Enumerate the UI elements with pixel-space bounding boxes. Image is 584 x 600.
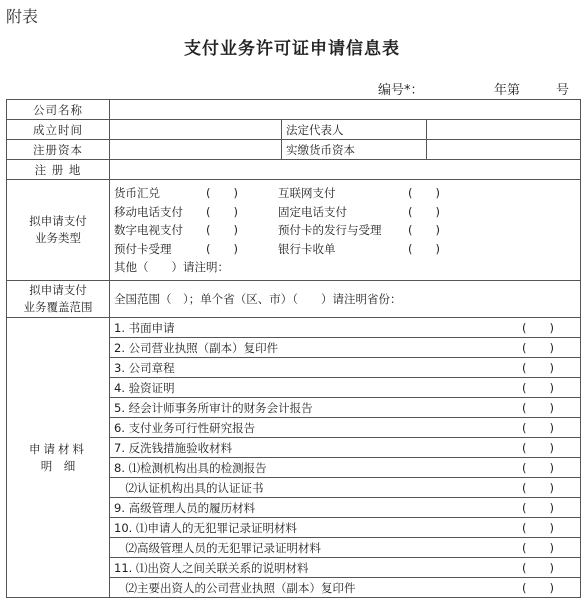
- business-option-row: [114, 202, 576, 221]
- business-option-row: [114, 221, 576, 240]
- legal-rep-field[interactable]: [427, 120, 581, 140]
- material-checkbox[interactable]: ( ): [522, 420, 554, 435]
- attachment-label: 附表: [6, 7, 39, 26]
- coverage-field[interactable]: 全国范围（ ）；单个省（区、市）（ ）请注明省份：: [110, 281, 581, 318]
- option-checkbox[interactable]: ( ): [206, 223, 238, 237]
- materials-label: 申请材料 明 细: [7, 318, 110, 598]
- option-bank-card-acquiring: 银行卡收单: [278, 241, 336, 256]
- material-checkbox[interactable]: ( ): [522, 540, 554, 555]
- option-fixed-phone-payment: 固定电话支付: [278, 204, 347, 219]
- row-address: [7, 160, 581, 180]
- material-item: 8. ⑴检测机构出具的检测报告 ( ): [110, 458, 581, 478]
- legal-rep-label: 法定代表人: [282, 120, 427, 140]
- form-title: 支付业务许可证申请信息表: [184, 39, 400, 59]
- option-checkbox[interactable]: ( ): [206, 241, 238, 256]
- option-checkbox[interactable]: ( ): [408, 204, 440, 219]
- material-item: 1. 书面申请 ( ): [110, 318, 581, 338]
- row-coverage: [7, 281, 581, 318]
- material-item: 11. ⑴出资人之间关联关系的说明材料 ( ): [110, 558, 581, 578]
- material-item: 10. ⑴申请人的无犯罪记录证明材料 ( ): [110, 518, 581, 538]
- option-other[interactable]: 其他（ ）请注明：: [114, 260, 229, 274]
- registered-address-label: 注 册 地: [7, 160, 110, 180]
- business-option-row: [114, 184, 576, 203]
- material-item: 9. 高级管理人员的履历材料 ( ): [110, 498, 581, 518]
- option-prepaid-acceptance: 预付卡受理: [114, 241, 172, 256]
- material-item: 6. 支付业务可行性研究报告 ( ): [110, 418, 581, 438]
- material-item: ⑵主要出资人的公司营业执照（副本）复印件 ( ): [110, 578, 581, 598]
- option-checkbox[interactable]: ( ): [408, 186, 440, 200]
- option-internet-payment: 互联网支付: [278, 186, 336, 200]
- business-option-row: [114, 239, 576, 258]
- material-checkbox[interactable]: ( ): [522, 340, 554, 355]
- business-types-options: [110, 180, 581, 281]
- paid-in-capital-label: 实缴货币资本: [282, 140, 427, 160]
- option-mobile-payment: 移动电话支付: [114, 204, 183, 219]
- paid-in-capital-field[interactable]: [427, 140, 581, 160]
- registered-capital-label: 注册资本: [7, 140, 110, 160]
- option-digital-tv-payment: 数字电视支付: [114, 223, 183, 237]
- row-business-types: [7, 180, 581, 281]
- material-item: 5. 经会计师事务所审计的财务会计报告 ( ): [110, 398, 581, 418]
- established-label: 成立时间: [7, 120, 110, 140]
- row-capital: [7, 140, 581, 160]
- material-checkbox[interactable]: ( ): [522, 440, 554, 455]
- option-checkbox[interactable]: ( ): [408, 223, 440, 237]
- material-checkbox[interactable]: ( ): [522, 380, 554, 395]
- company-name-field[interactable]: [110, 100, 581, 120]
- row-company-name: [7, 100, 581, 120]
- material-item: 3. 公司章程 ( ): [110, 358, 581, 378]
- number-suffix: 号: [556, 83, 570, 98]
- number-label: 编号*：: [378, 83, 424, 98]
- established-field[interactable]: [110, 120, 282, 140]
- coverage-label: 拟申请支付 业务覆盖范围: [7, 281, 110, 318]
- material-checkbox[interactable]: ( ): [522, 560, 554, 575]
- material-item: 2. 公司营业执照（副本）复印件 ( ): [110, 338, 581, 358]
- material-item: ⑵认证机构出具的认证证书 ( ): [110, 478, 581, 498]
- business-option-row: [114, 258, 576, 277]
- material-checkbox[interactable]: ( ): [522, 580, 554, 595]
- material-item: 7. 反洗钱措施验收材料 ( ): [110, 438, 581, 458]
- option-remittance: 货币汇兑: [114, 186, 160, 200]
- material-row: [7, 318, 581, 338]
- business-types-label: 拟申请支付 业务类型: [7, 180, 110, 281]
- registered-address-field[interactable]: [110, 160, 581, 180]
- registered-capital-field[interactable]: [110, 140, 282, 160]
- material-checkbox[interactable]: ( ): [522, 500, 554, 515]
- option-checkbox[interactable]: ( ): [206, 204, 238, 219]
- year-label: 年第: [494, 83, 521, 98]
- option-checkbox[interactable]: ( ): [408, 241, 440, 256]
- material-checkbox[interactable]: ( ): [522, 520, 554, 535]
- material-checkbox[interactable]: ( ): [522, 400, 554, 415]
- material-item: ⑵高级管理人员的无犯罪记录证明材料 ( ): [110, 538, 581, 558]
- material-checkbox[interactable]: ( ): [522, 320, 554, 335]
- application-info-table: [6, 99, 581, 598]
- row-established: [7, 120, 581, 140]
- material-checkbox[interactable]: ( ): [522, 360, 554, 375]
- material-item: 4. 验资证明 ( ): [110, 378, 581, 398]
- option-prepaid-issuance: 预付卡的发行与受理: [278, 223, 382, 237]
- company-name-label: 公司名称: [7, 100, 110, 120]
- material-checkbox[interactable]: ( ): [522, 460, 554, 475]
- material-checkbox[interactable]: ( ): [522, 480, 554, 495]
- option-checkbox[interactable]: ( ): [206, 186, 238, 200]
